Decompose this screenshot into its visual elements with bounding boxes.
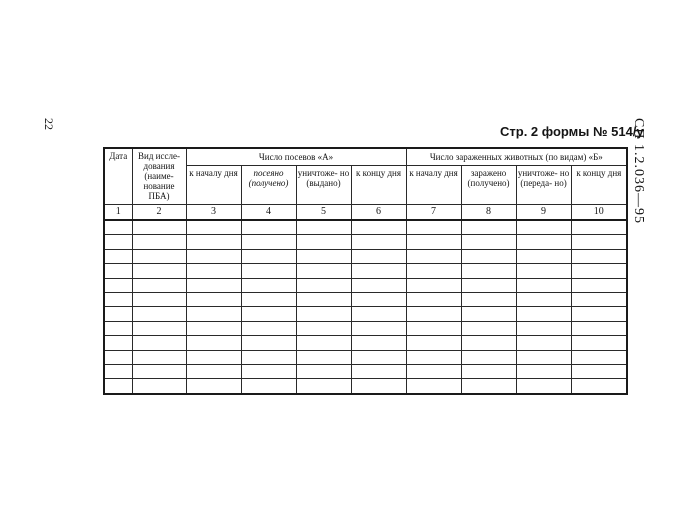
table-cell: [241, 292, 296, 306]
table-cell: [104, 264, 132, 278]
table-row: [104, 379, 627, 394]
table-cell: [104, 321, 132, 335]
table-cell: [296, 292, 351, 306]
table-cell: [104, 235, 132, 249]
table-row: [104, 220, 627, 235]
table-cell: [132, 379, 186, 394]
table-cell: [406, 307, 461, 321]
table-cell: [351, 278, 406, 292]
table-cell: [461, 307, 516, 321]
header-b-infected: заражено (получено): [461, 166, 516, 205]
table-cell: [296, 220, 351, 235]
table-cell: [516, 220, 571, 235]
table-row: [104, 249, 627, 263]
table-cell: [132, 364, 186, 378]
table-cell: [132, 278, 186, 292]
table-cell: [186, 292, 241, 306]
table-cell: [104, 307, 132, 321]
table-cell: [516, 364, 571, 378]
table-cell: [132, 264, 186, 278]
table-cell: [516, 278, 571, 292]
header-b-destroyed: уничтоже- но (переда- но): [516, 166, 571, 205]
table-cell: [241, 235, 296, 249]
table-cell: [351, 336, 406, 350]
table-cell: [296, 278, 351, 292]
table-cell: [461, 336, 516, 350]
register-table: [103, 147, 628, 395]
table-cell: [132, 321, 186, 335]
header-date: Дата: [104, 148, 132, 205]
table-cell: [241, 220, 296, 235]
table-cell: [104, 364, 132, 378]
table-row: [104, 278, 627, 292]
column-number-row: [104, 205, 627, 221]
table-cell: [186, 364, 241, 378]
table-cell: [406, 278, 461, 292]
table-cell: [461, 264, 516, 278]
table-cell: [516, 336, 571, 350]
page-number: 22: [42, 118, 56, 130]
table-cell: [296, 235, 351, 249]
table-cell: [406, 336, 461, 350]
column-number: 9: [516, 205, 571, 221]
table-cell: [296, 379, 351, 394]
table-cell: [461, 350, 516, 364]
table-cell: [296, 336, 351, 350]
table-cell: [132, 336, 186, 350]
table-cell: [571, 220, 627, 235]
table-cell: [186, 336, 241, 350]
column-number: 3: [186, 205, 241, 221]
table-cell: [461, 364, 516, 378]
table-cell: [241, 249, 296, 263]
table-cell: [104, 336, 132, 350]
table-cell: [516, 249, 571, 263]
header-a-start: к началу дня: [186, 166, 241, 205]
table-cell: [461, 235, 516, 249]
table-cell: [351, 220, 406, 235]
table-row: [104, 235, 627, 249]
table-cell: [516, 379, 571, 394]
table-cell: [351, 292, 406, 306]
table-cell: [241, 336, 296, 350]
table-cell: [351, 264, 406, 278]
table-row: [104, 350, 627, 364]
table-cell: [516, 321, 571, 335]
table-cell: [296, 364, 351, 378]
table-cell: [296, 321, 351, 335]
header-group-a: Число посевов «А»: [186, 148, 406, 166]
table-cell: [241, 307, 296, 321]
table-cell: [186, 379, 241, 394]
table-cell: [461, 321, 516, 335]
header-a-destroyed: уничтоже- но (выдано): [296, 166, 351, 205]
table-cell: [241, 364, 296, 378]
table-cell: [132, 235, 186, 249]
column-number: 5: [296, 205, 351, 221]
table-cell: [351, 364, 406, 378]
table-cell: [516, 235, 571, 249]
table-cell: [571, 249, 627, 263]
table-cell: [132, 307, 186, 321]
header-b-end: к концу дня: [571, 166, 627, 205]
header-a-sown: посеяно (получено): [241, 166, 296, 205]
table-cell: [406, 235, 461, 249]
table-cell: [241, 278, 296, 292]
table-cell: [132, 249, 186, 263]
column-number: 4: [241, 205, 296, 221]
table-cell: [296, 350, 351, 364]
table-cell: [406, 379, 461, 394]
table-cell: [571, 235, 627, 249]
table-cell: [186, 249, 241, 263]
table-cell: [571, 307, 627, 321]
table-cell: [186, 278, 241, 292]
table-cell: [406, 292, 461, 306]
table-cell: [186, 350, 241, 364]
form-title: Стр. 2 формы № 514/у: [500, 124, 644, 139]
table-cell: [186, 220, 241, 235]
table-cell: [186, 264, 241, 278]
table-cell: [516, 264, 571, 278]
table-cell: [461, 249, 516, 263]
table-cell: [571, 350, 627, 364]
column-number: 6: [351, 205, 406, 221]
table-cell: [406, 321, 461, 335]
table-cell: [241, 321, 296, 335]
table-cell: [132, 292, 186, 306]
table-row: [104, 292, 627, 306]
table-cell: [132, 220, 186, 235]
table-cell: [406, 249, 461, 263]
header-b-start: к началу дня: [406, 166, 461, 205]
table-cell: [571, 364, 627, 378]
table-row: [104, 336, 627, 350]
table-cell: [186, 235, 241, 249]
table-cell: [406, 264, 461, 278]
table-cell: [461, 379, 516, 394]
table-cell: [351, 235, 406, 249]
table-cell: [571, 278, 627, 292]
table-cell: [104, 220, 132, 235]
column-number: 10: [571, 205, 627, 221]
table-cell: [241, 264, 296, 278]
table-cell: [296, 264, 351, 278]
table-cell: [351, 249, 406, 263]
header-a-end: к концу дня: [351, 166, 406, 205]
table-cell: [186, 307, 241, 321]
table-cell: [516, 350, 571, 364]
table-cell: [516, 307, 571, 321]
table-cell: [351, 321, 406, 335]
table-cell: [241, 350, 296, 364]
table-cell: [104, 249, 132, 263]
table-cell: [351, 350, 406, 364]
table-cell: [406, 364, 461, 378]
header-group-b: Число зараженных животных (по видам) «Б»: [406, 148, 627, 166]
table-cell: [571, 292, 627, 306]
table-cell: [296, 307, 351, 321]
table-cell: [571, 379, 627, 394]
column-number: 2: [132, 205, 186, 221]
table-cell: [571, 336, 627, 350]
table-cell: [104, 278, 132, 292]
table-row: [104, 321, 627, 335]
table-cell: [186, 321, 241, 335]
table-cell: [104, 379, 132, 394]
table-cell: [132, 350, 186, 364]
table-cell: [571, 264, 627, 278]
table-row: [104, 264, 627, 278]
column-number: 1: [104, 205, 132, 221]
table-cell: [351, 307, 406, 321]
table-cell: [351, 379, 406, 394]
table-cell: [296, 249, 351, 263]
table-cell: [461, 220, 516, 235]
document-code: СП 1.2.036—95: [631, 118, 646, 224]
table-cell: [406, 350, 461, 364]
table-row: [104, 364, 627, 378]
table-row: [104, 307, 627, 321]
table-cell: [406, 220, 461, 235]
table-cell: [516, 292, 571, 306]
column-number: 8: [461, 205, 516, 221]
table-cell: [241, 379, 296, 394]
table-cell: [104, 292, 132, 306]
header-research-type: Вид иссле- дования (наиме- нование ПБА): [132, 148, 186, 205]
table-cell: [461, 292, 516, 306]
table-cell: [461, 278, 516, 292]
table-cell: [104, 350, 132, 364]
table-cell: [571, 321, 627, 335]
column-number: 7: [406, 205, 461, 221]
